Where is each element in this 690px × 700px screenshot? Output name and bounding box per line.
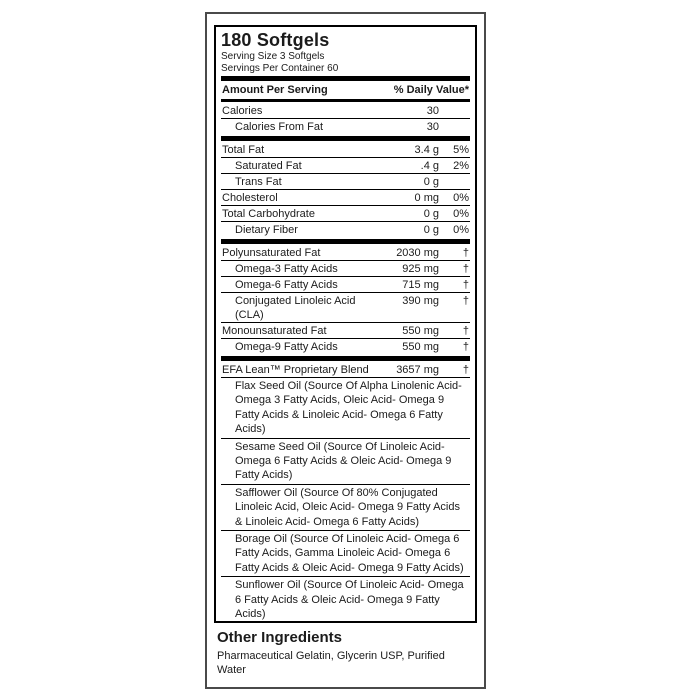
other-ingredients-text: Pharmaceutical Gelatin, Glycerin USP, Purified Water [217,650,445,676]
nutrient-daily-value: † [462,364,469,376]
nutrient-label: EFA Lean™ Proprietary Blend [222,364,369,376]
other-ingredients-heading: Other Ingredients [217,629,343,646]
nutrient-label: Total Fat [222,144,265,156]
nutrient-amount: 3.4 g [414,144,439,156]
nutrient-amount: 0 mg [414,192,439,204]
blend-ingredient-borage-oil: Borage Oil (Source Of Linoleic Acid- Omega 6 Fatty Acids, Gamma Linoleic Acid- Omega 6 Fatty Acids & Oleic Acid- Omega 9 Fatty Acids) [221,531,470,577]
nutrient-row-dietary-fiber [221,222,470,237]
nutrient-amount: 3657 mg [396,364,439,376]
nutrient-amount: 715 mg [402,279,439,291]
nutrient-row-polyunsaturated-fat [221,245,470,261]
nutrient-label: Polyunsaturated Fat [222,247,321,259]
nutrient-daily-value: † [462,295,469,307]
nutrient-daily-value: † [462,325,469,337]
section-divider [221,99,470,102]
nutrient-row-calories [221,103,470,119]
nutrient-label: Calories From Fat [235,121,324,133]
nutrient-label: Monounsaturated Fat [222,325,327,337]
nutrient-row-omega-3 [221,261,470,277]
nutrient-amount: 550 mg [402,325,439,337]
nutrient-amount: 30 [426,105,439,117]
nutrient-amount: 550 mg [402,341,439,353]
supplement-facts-panel [214,25,477,623]
nutrient-amount: 2030 mg [396,247,439,259]
serving-size: Serving Size 3 Softgels [221,51,325,62]
nutrient-amount: .4 g [420,160,439,172]
other-ingredients-section [207,623,484,677]
nutrient-row-monounsaturated-fat [221,323,470,339]
nutrient-daily-value: † [462,247,469,259]
nutrient-label: Saturated Fat [235,160,302,172]
nutrient-row-total-carbohydrate [221,206,470,222]
blend-ingredient-flax-seed-oil: Flax Seed Oil (Source Of Alpha Linolenic Acid- Omega 3 Fatty Acids, Oleic Acid- Omega 9 Fatty Acids & Linoleic Acid- Omega 6 Fatty Acids) [221,378,470,439]
nutrient-daily-value: 0% [453,208,469,220]
amount-per-serving-header: Amount Per Serving [222,84,328,96]
nutrient-daily-value: † [462,279,469,291]
nutrient-label: Total Carbohydrate [222,208,315,220]
nutrient-daily-value: 5% [453,144,469,156]
blend-ingredient-sesame-seed-oil: Sesame Seed Oil (Source Of Linoleic Acid- Omega 6 Fatty Acids & Oleic Acid- Omega 9 Fatty Acids) [221,439,470,485]
nutrient-amount: 390 mg [402,295,439,307]
nutrient-label: Omega-6 Fatty Acids [235,279,338,291]
nutrient-label: Dietary Fiber [235,224,298,236]
facts-header-row [221,82,470,98]
nutrient-amount: 925 mg [402,263,439,275]
nutrient-row-saturated-fat [221,158,470,174]
nutrient-daily-value: † [462,263,469,275]
nutrient-label: Conjugated Linoleic Acid (CLA) [235,295,356,321]
nutrient-label: Calories [222,105,263,117]
blend-ingredient-sunflower-oil: Sunflower Oil (Source Of Linoleic Acid- Omega 6 Fatty Acids & Oleic Acid- Omega 9 Fatty Acids) [221,577,470,623]
servings-per-container: Servings Per Container 60 [221,62,339,74]
nutrient-row-omega-6 [221,277,470,293]
section-divider [221,136,470,141]
nutrient-amount: 30 [426,121,439,133]
nutrient-amount: 0 g [423,224,439,236]
nutrient-label-line2: (CLA) [235,309,264,321]
nutrient-amount: 0 g [423,208,439,220]
nutrient-row-cla [221,293,470,323]
section-divider [221,239,470,244]
nutrient-daily-value: 2% [453,160,469,172]
nutrient-row-calories-from-fat [221,119,470,134]
nutrient-daily-value: † [462,341,469,353]
nutrient-row-omega-9 [221,339,470,354]
nutrient-row-trans-fat [221,174,470,190]
section-divider [221,356,470,361]
nutrient-label: Omega-3 Fatty Acids [235,263,338,275]
section-divider [221,76,470,81]
nutrient-label: Trans Fat [235,176,282,188]
nutrient-label: Cholesterol [222,192,278,204]
nutrient-label: Omega-9 Fatty Acids [235,341,338,353]
nutrient-amount: 0 g [423,176,439,188]
nutrient-row-proprietary-blend [221,362,470,378]
supplement-label [205,12,486,689]
nutrient-daily-value: 0% [453,192,469,204]
nutrient-row-total-fat [221,142,470,158]
daily-value-header: % Daily Value* [393,84,469,96]
nutrient-daily-value: 0% [453,224,469,236]
softgel-count-title: 180 Softgels [221,30,330,50]
blend-ingredient-safflower-oil: Safflower Oil (Source Of 80% Conjugated Linoleic Acid, Oleic Acid- Omega 9 Fatty Acids & Linoleic Acid- Omega 6 Fatty Acids) [221,485,470,531]
nutrient-row-cholesterol [221,190,470,206]
